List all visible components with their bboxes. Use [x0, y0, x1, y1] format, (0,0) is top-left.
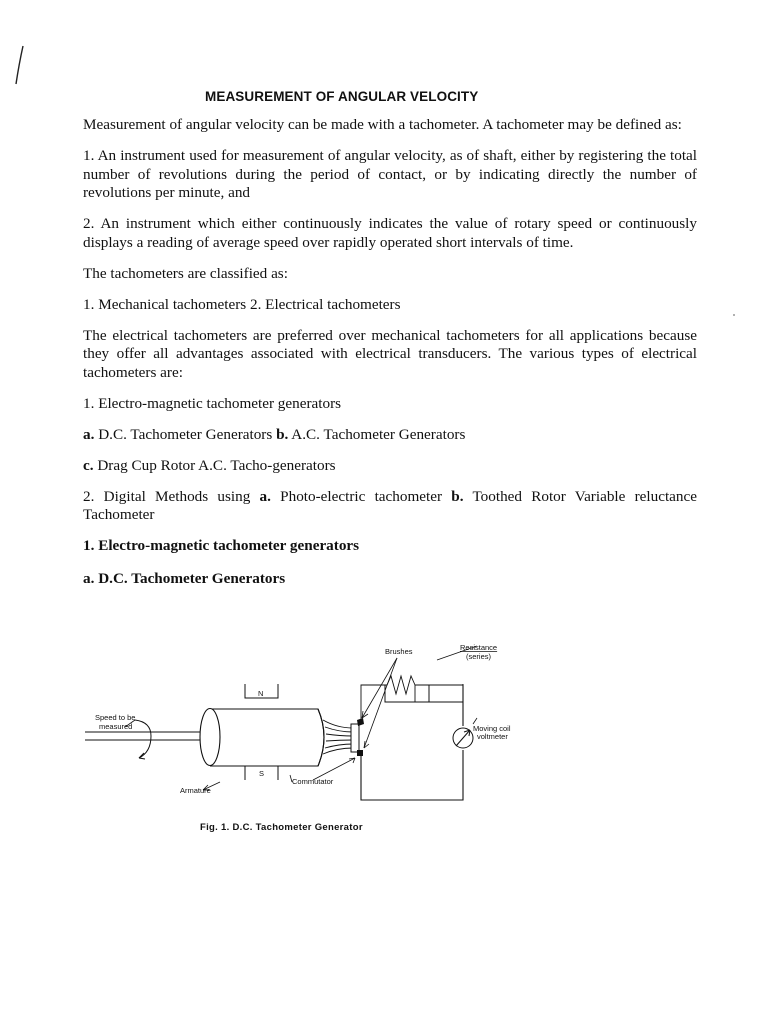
scan-speck: [733, 314, 735, 316]
commutator-label: Commutator: [292, 777, 334, 786]
dc-tachometer-diagram: [85, 640, 525, 820]
ac-generators-text: A.C. Tachometer Generators: [288, 425, 466, 443]
armature-label: Armature: [180, 786, 211, 795]
intro-paragraph: Measurement of angular velocity can be made with a tachometer. A tachometer may be defined as:: [83, 116, 682, 133]
dc-generators-text: D.C. Tachometer Generators: [94, 425, 277, 443]
circuit-loop: [415, 684, 463, 702]
digital-marker-b: b.: [451, 487, 464, 505]
diagram-svg: [85, 640, 525, 820]
list-item-dc-ac: [83, 426, 697, 445]
armature-cylinder: [200, 709, 324, 767]
classification-list: 1. Mechanical tachometers 2. Electrical tachometers: [83, 295, 401, 313]
photo-electric-text: Photo-electric tachometer: [270, 487, 452, 505]
drag-cup-text: Drag Cup Rotor A.C. Tacho-generators: [93, 456, 336, 474]
list-item-digital: [83, 488, 697, 525]
brushes-label: Brushes: [385, 647, 413, 656]
voltmeter-label-line1: Moving coil: [473, 724, 511, 733]
voltmeter-label-line2: voltmeter: [477, 732, 508, 741]
circuit-right: [385, 685, 463, 702]
section-heading-1: 1. Electro-magnetic tachometer generators: [83, 537, 360, 554]
toothed-rotor-text: Toothed Rotor Variable reluctance Tachometer: [83, 487, 697, 523]
marker-b: b.: [276, 425, 289, 443]
pen-stroke-mark: [10, 44, 30, 88]
voltmeter-icon: [453, 728, 473, 748]
marker-a: a.: [83, 425, 95, 443]
shaft: [85, 732, 210, 740]
resistance-series-label: (series): [466, 652, 492, 661]
marker-c: c.: [83, 456, 94, 474]
classification-intro: The tachometers are classified as:: [83, 264, 288, 282]
resistance-label: Resistance: [460, 643, 498, 652]
definition-2: 2. An instrument which either continuously indicates the value of rotary speed or continuously displays a reading of average speed over rapidly operated short intervals of time.: [83, 215, 697, 251]
definition-1: 1. An instrument used for measurement of angular velocity, as of shaft, either by registering the total number of revolutions during the period of contact, or by indicating directly the number of revolutions per minute, and: [83, 147, 697, 201]
figure-caption: Fig. 1. D.C. Tachometer Generator: [200, 822, 363, 833]
list-item-em-generators: 1. Electro-magnetic tachometer generators: [83, 394, 342, 412]
list-item-drag-cup: [83, 457, 697, 476]
brush-leaders: [362, 658, 397, 748]
speed-label-line1: Speed to be: [95, 713, 136, 722]
speed-label-line2: measured: [99, 722, 133, 731]
document-title: MEASUREMENT OF ANGULAR VELOCITY: [205, 89, 479, 104]
document-body: [83, 116, 697, 602]
section-heading-2: a. D.C. Tachometer Generators: [83, 569, 286, 587]
digital-marker-a: a.: [259, 487, 271, 505]
commutator-leads: [323, 720, 353, 754]
commutator: [351, 724, 359, 752]
preferred-paragraph: The electrical tachometers are preferred over mechanical tachometers for all applications because they offer all advantages associated with electrical transducers. The various types of electrical tachometers are:: [83, 326, 697, 381]
north-pole-label: N: [258, 689, 264, 698]
digital-prefix: 2. Digital Methods using: [83, 487, 260, 505]
south-pole-label: S: [259, 769, 265, 778]
